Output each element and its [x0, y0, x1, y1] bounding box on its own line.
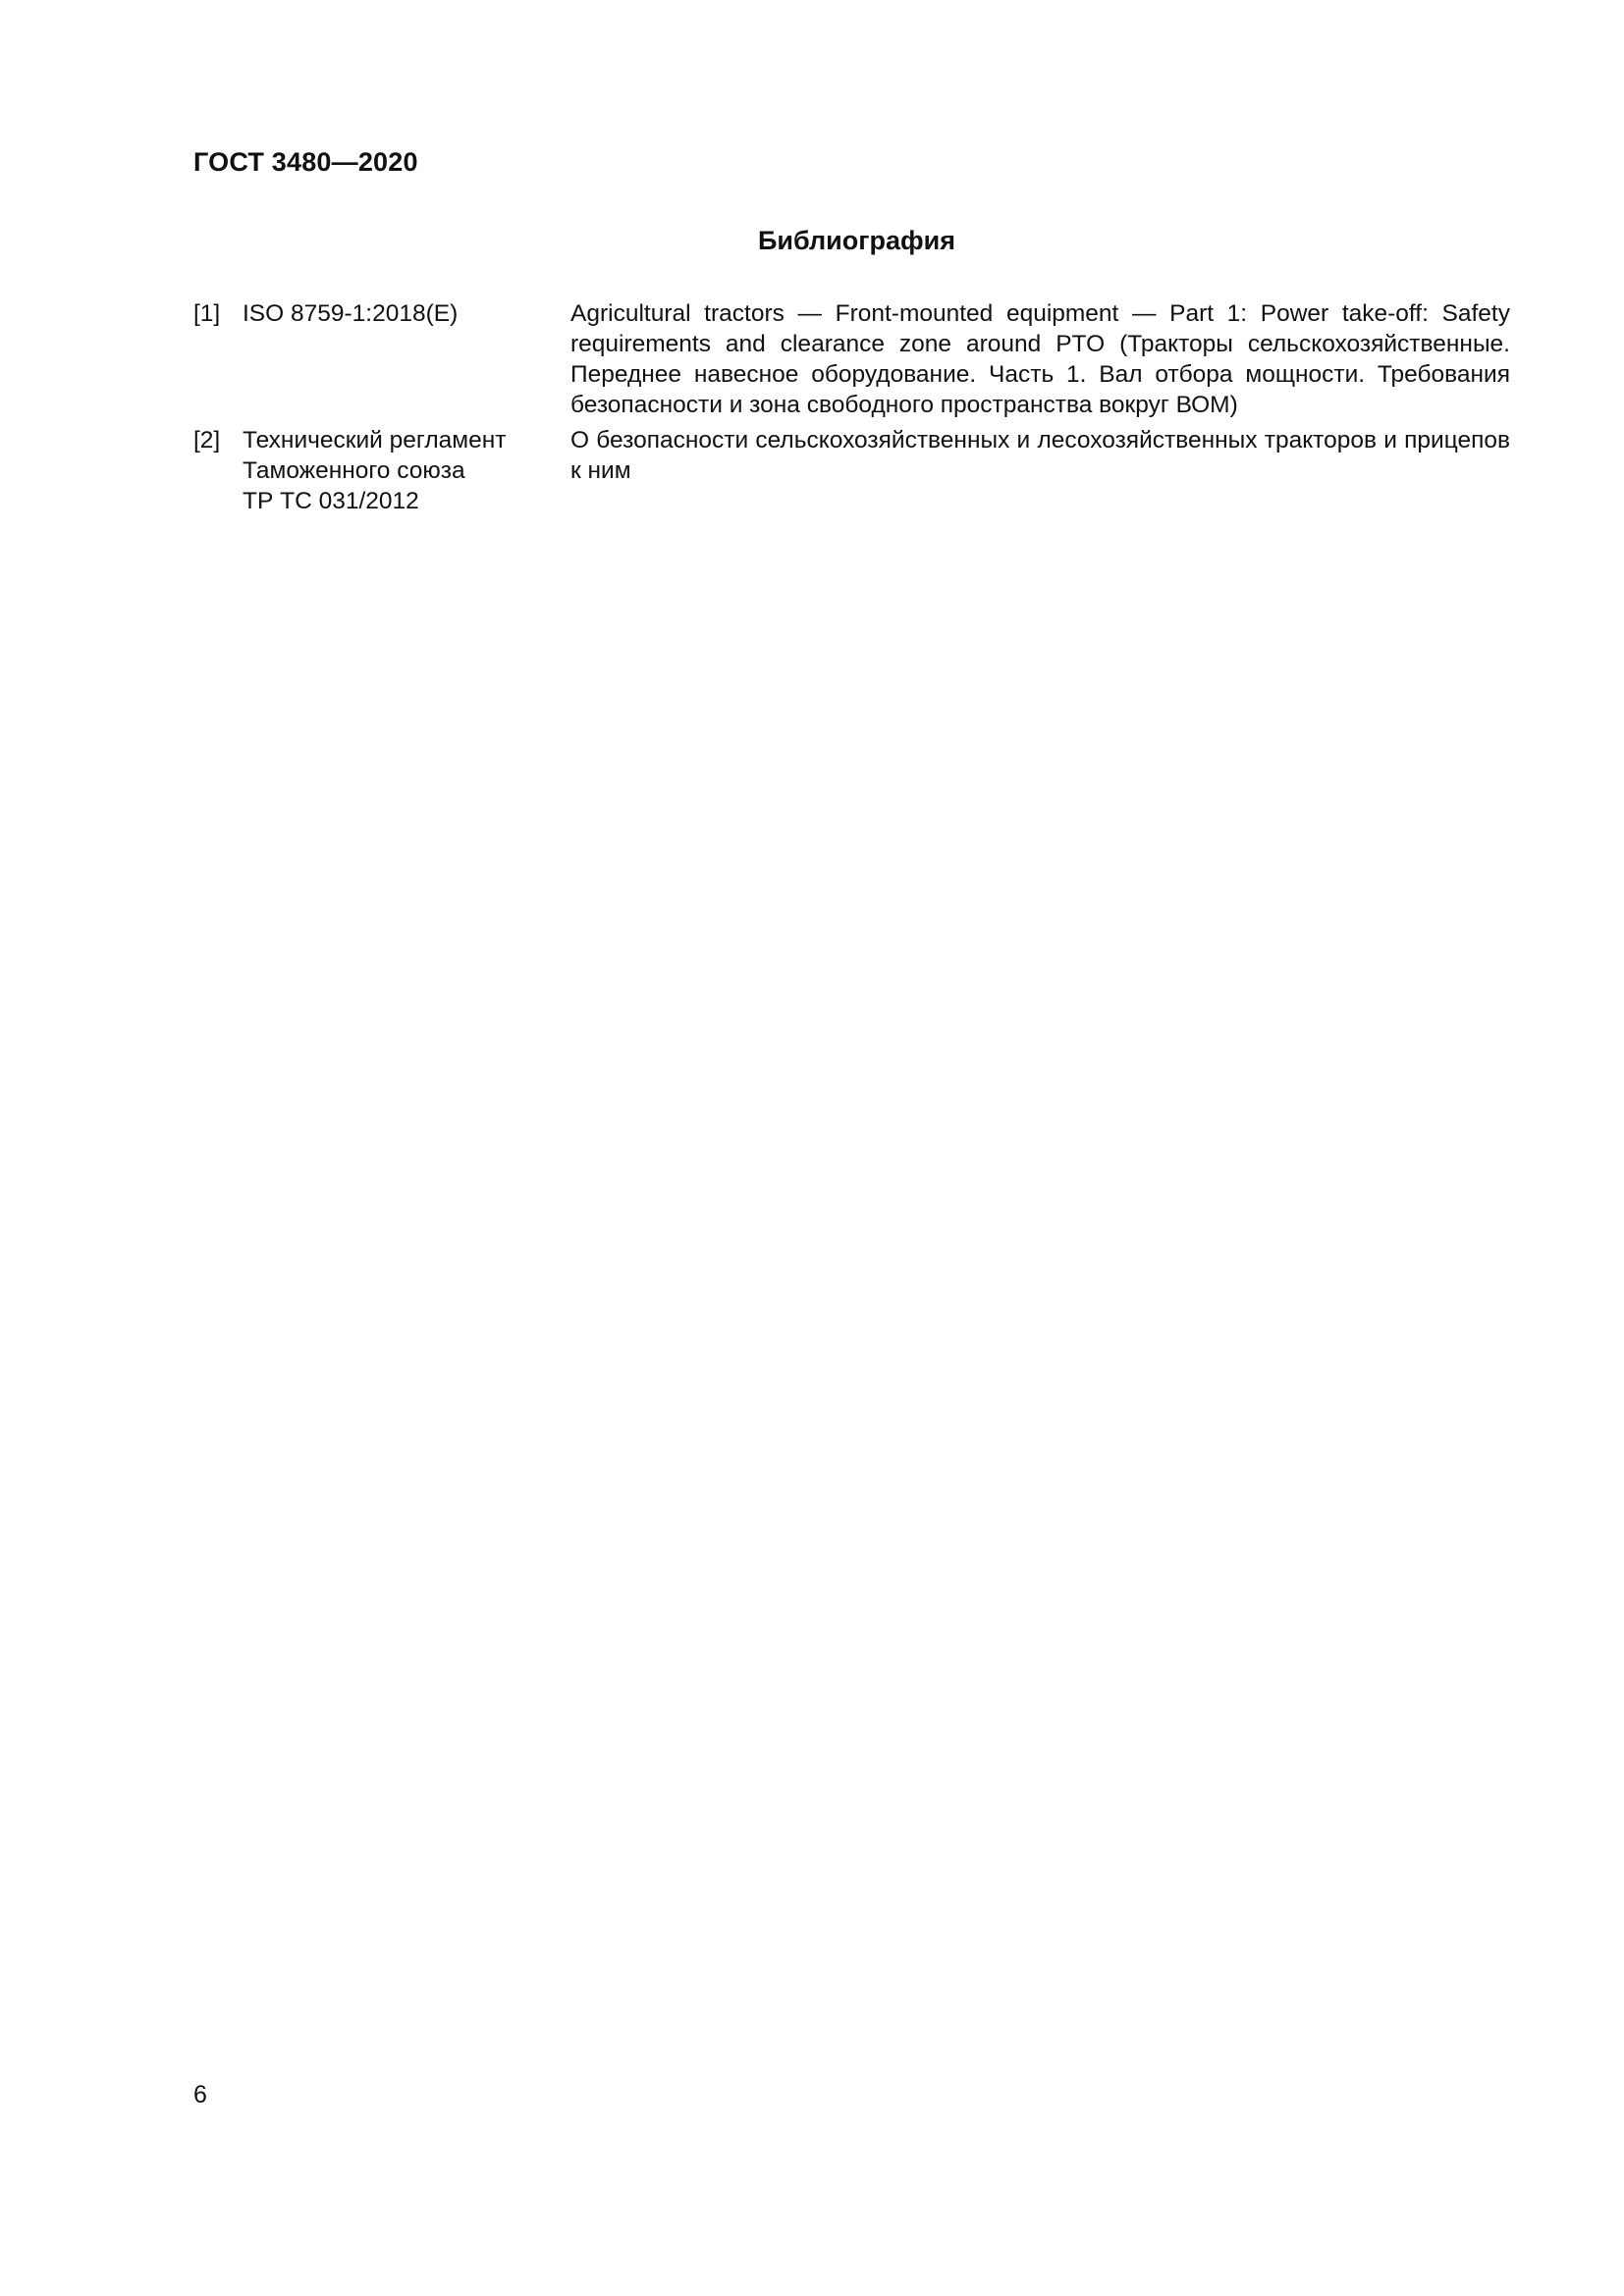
bibliography-title: Библиография [758, 226, 955, 255]
entry-number: [2] [193, 427, 221, 454]
bibliography-entry [193, 298, 1510, 420]
entry-description: Agricultural tractors — Front-mounted equipment — Part 1: Power take-off: Safety requirements and clearance zone around PTO (Тракторы сельскохозяйственные. Переднее навесное оборудование. Часть 1. Вал отбора мощности. Требования безопасности и зона свободного пространства вокруг ВОМ) [570, 300, 1510, 418]
entry-reference [243, 298, 570, 329]
document-code-header: ГОСТ 3480—2020 [193, 147, 418, 177]
page-number: 6 [193, 2081, 207, 2109]
entry-reference-line: Технический регламент [243, 427, 507, 454]
entry-number: [1] [193, 300, 221, 327]
entry-reference-line: Таможенного союза [243, 457, 465, 484]
entry-reference [243, 425, 570, 516]
bibliography-entry [193, 425, 1510, 516]
entry-description: О безопасности сельскохозяйственных и лесохозяйственных тракторов и прицепов к ним [570, 427, 1510, 484]
entry-reference-line: ISO 8759-1:2018(E) [243, 300, 459, 327]
entry-reference-line: ТР ТС 031/2012 [243, 488, 419, 514]
bibliography-list [193, 298, 1510, 521]
